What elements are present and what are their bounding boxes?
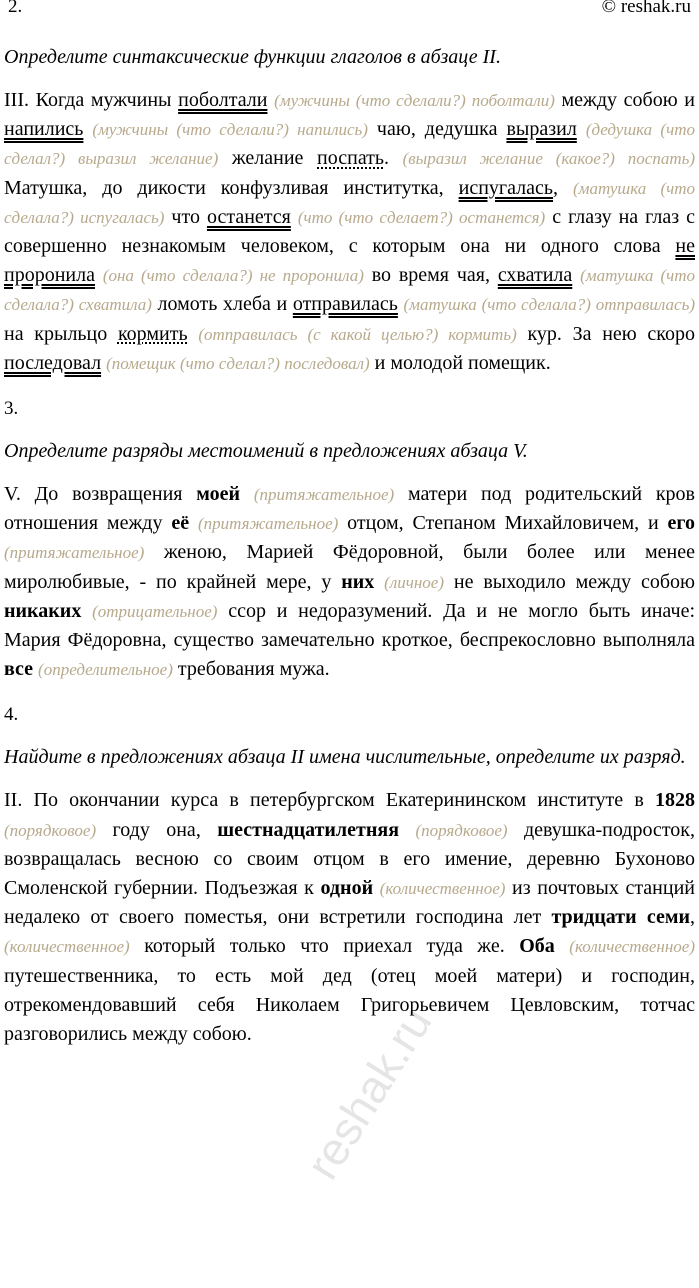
verb: отправилась: [292, 293, 398, 316]
annotation: (матушка (что сделала?) схватила): [4, 266, 696, 315]
verb: останется: [206, 205, 291, 228]
verb: последовал: [4, 351, 102, 374]
text: V. До возвращения: [4, 483, 197, 506]
text: что: [164, 205, 207, 228]
text: чаю, дедушка: [367, 118, 507, 141]
text: III. Когда мужчины: [4, 89, 179, 111]
text: [291, 206, 298, 228]
annotation: (отрицательное): [92, 601, 218, 621]
text: II. По окончании курса в петербургском Екатерининском институте в: [4, 789, 655, 812]
annotation: (что (что сделает?) останется): [297, 207, 546, 227]
verb: выразил: [506, 118, 577, 141]
text: [572, 264, 580, 286]
text: [577, 118, 586, 140]
text: ссор и недоразумений. Да и не могло быть иначе: Мария Фёдоровна, существо замечательно кроткое, беспрекословно выполняла: [4, 599, 696, 652]
text: отцом, Степаном Михайловичем, и: [338, 512, 668, 535]
annotation: (количественное): [569, 937, 695, 957]
verb: напились: [4, 118, 84, 141]
text: и молодой помещик.: [369, 351, 551, 374]
annotation: (определительное): [38, 660, 173, 680]
text: [555, 935, 570, 957]
text: [399, 819, 415, 841]
numeral: 1828: [655, 789, 695, 812]
text: [81, 600, 92, 622]
numeral: одной: [320, 877, 374, 900]
verb: поспать: [317, 147, 385, 170]
annotation: (матушка (что сделала?) отправилась): [403, 295, 695, 315]
annotation: (количественное): [379, 879, 506, 899]
section-number: 3.: [4, 398, 19, 420]
text: [240, 483, 254, 505]
paragraph-II: [4, 786, 695, 1049]
text: ,: [689, 906, 695, 929]
annotation: (притяжательное): [253, 485, 395, 505]
numeral: тридцати семи: [551, 906, 690, 929]
pronoun: моей: [196, 483, 241, 506]
pronoun: все: [4, 658, 34, 681]
text: не выходило между собою: [444, 570, 695, 593]
text: требования мужа.: [172, 658, 330, 681]
text: [188, 323, 199, 345]
pronoun: никаких: [4, 599, 82, 622]
annotation: (порядковое): [415, 820, 508, 840]
annotation: (мужчины (что сделали?) напились): [92, 120, 368, 140]
verb: не проронила: [4, 235, 695, 287]
annotation: (помещик (что сделал?) последовал): [106, 353, 370, 373]
task-2: Определите синтаксические функции глаголов в абзаце II.: [4, 46, 501, 68]
annotation: (матушка (что сделала?) испугалась): [4, 178, 696, 227]
paragraph-V: [4, 480, 695, 684]
text: на крыльцо: [4, 322, 118, 345]
annotation: (притяжательное): [197, 514, 339, 534]
text: путешественника, то есть мой дед (отец моей матери) и господин, отрекомендовавший себя Николаем Григорьевичем Цевловским, тотчас разговорились между собою.: [4, 964, 695, 1046]
text: [189, 512, 198, 534]
verb: испугалась: [458, 176, 554, 199]
text: с глазу на глаз с совершенно незнакомым человеком, с которым она ни одного слова: [4, 205, 695, 258]
text: [374, 571, 384, 593]
text: ,: [553, 176, 573, 199]
annotation: (отправилась (с какой целью?) кормить): [198, 324, 517, 344]
annotation: (мужчины (что сделали?) поболтали): [274, 91, 555, 110]
text: [95, 264, 103, 286]
annotation: (выразил желание (какое?) поспать): [402, 149, 695, 169]
text: между собою и: [554, 89, 695, 111]
section-number: 2.: [8, 0, 23, 17]
pronoun: её: [171, 512, 190, 535]
text: который только что приехал туда же.: [129, 935, 520, 958]
task-3: Определите разряды местоимений в предложениях абзаца V.: [4, 440, 528, 463]
pronoun: них: [341, 570, 375, 593]
page-header: [4, 0, 695, 24]
task-4: Найдите в предложениях абзаца II имена числительные, определите их разряд.: [4, 746, 686, 769]
verb: кормить: [117, 322, 188, 345]
text: во время чая,: [363, 264, 498, 287]
watermark: reshak.ru: [295, 997, 442, 1189]
text: желание: [218, 147, 318, 170]
text: из почтовых станций недалеко от своего поместья, они встретили господина лет: [4, 877, 695, 929]
paragraph-III: [4, 86, 695, 378]
numeral: шестнадцатилетняя: [217, 818, 400, 841]
text: [373, 877, 380, 899]
text: Матушка, до дикости конфузливая институтка,: [4, 176, 459, 199]
annotation: (порядковое): [4, 820, 97, 840]
copyright: © reshak.ru: [601, 0, 691, 17]
annotation: (она (что сделала?) не проронила): [102, 266, 364, 286]
pronoun: его: [667, 512, 696, 535]
annotation: (дедушка (что сделал?) выразил желание): [4, 120, 695, 169]
section-number: 4.: [4, 704, 19, 726]
annotation: (притяжательное): [4, 543, 145, 563]
text: матери под родительский кров отношения между: [4, 483, 696, 535]
text: кур. За нею скоро: [516, 322, 695, 345]
verb: схватила: [497, 264, 573, 287]
text: женою, Марией Фёдоровной, были более или менее миролюбивые, - по крайней мере, у: [4, 541, 695, 593]
verb: поболтали: [178, 89, 268, 111]
text: году она,: [96, 818, 218, 841]
annotation: (количественное): [4, 937, 130, 957]
text: ломоть хлеба и: [151, 293, 293, 316]
text: девушка-подросток, возвращалась весною со своим отцом в его имение, деревню Бухоново Смоленской губернии. Подъезжая к: [4, 818, 696, 900]
text: .: [384, 147, 403, 170]
annotation: (личное): [384, 572, 444, 592]
numeral: Оба: [519, 935, 555, 958]
